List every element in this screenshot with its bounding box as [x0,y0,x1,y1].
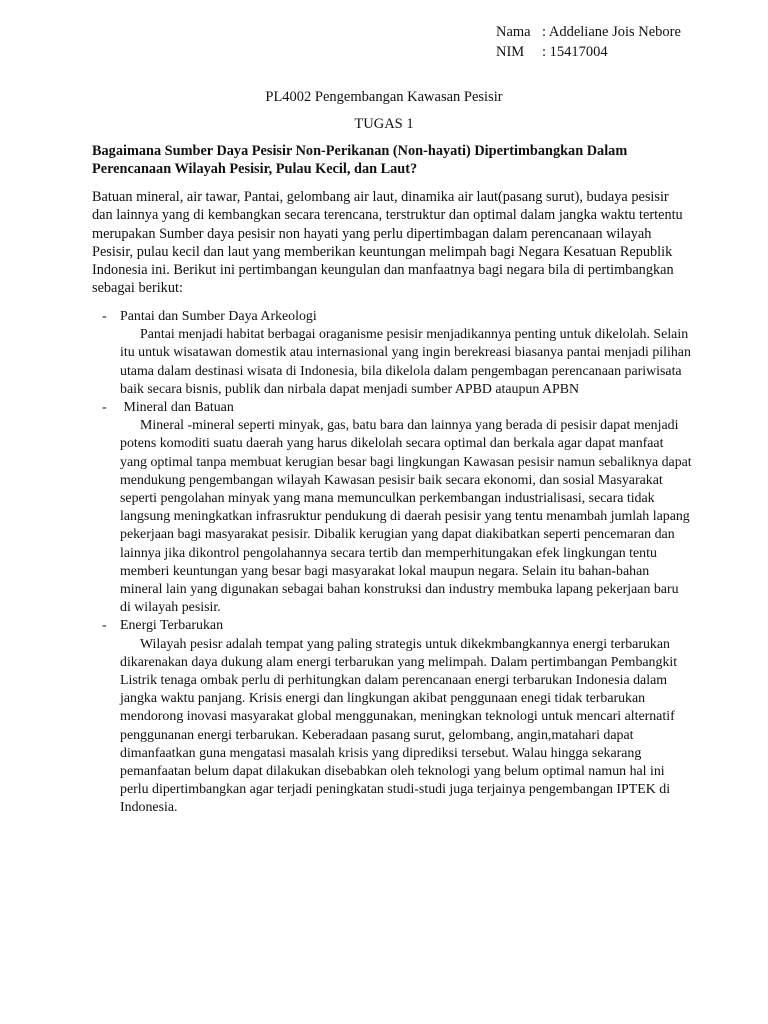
section-body: Wilayah pesisr adalah tempat yang paling strategis untuk dikekmbangkannya energi terbarukan dikarenakan daya dukung alam energi terbarukan yang melimpah. Dalam pertimbangan Pembangkit Listrik tenaga ombak perlu di perhitungkan dalam perencanaan energi terbarukan Indonesia dalam jangka waktu panjang. Krisis energi dan lingkungan akibat penggunaan enegi tidak terbarukan mendorong inovasi masyarakat global menggunakan, meningkan teknologi untuk mencari alternatif penggunanan energi terbarukan. Keberadaan pasang surut, gelombang, angin,matahari dapat dimanfaatkan guna mengatasi masalah krisis yang diprediksi tersebut. Walau hingga sekarang pemanfaatan belum dapat dilakukan disebabkan oleh teknologi yang belum optimal namun hal ini perlu dipertimbangkan agar terjadi peningkatan studi-studi juga terjainya pengembangan IPTEK di Indonesia. [120,636,678,816]
section-body: Pantai menjadi habitat berbagai oraganisme pesisir menjadikannya penting untuk dikelolah. Selain itu untuk wisatawan domestik atau internasional yang ingin berekreasi biasanya pantai menjadi pilihan utama dalam destinasi wisata di Indonesia, bila dikelola dalam pengembagan perencanaan pariwisata baik secara bisnis, publik dan nirbala dapat menjadi sumber APBD ataupun APBN [120,327,691,397]
section-header [92,308,692,326]
section-title: Mineral dan Batuan [120,400,234,416]
question-heading: Bagaimana Sumber Daya Pesisir Non-Perikanan (Non-hayati) Dipertimbangkan Dalam Perencanaan Wilayah Pesisir, Pulau Kecil, dan Laut? [92,143,628,177]
section-item [92,617,692,817]
section-item [92,308,692,399]
name-value: : Addeliane Jois Nebore [542,24,681,40]
section-header [92,617,692,635]
nim-label: NIM [496,44,525,60]
name-label: Nama [496,24,531,40]
section-title: Pantai dan Sumber Daya Arkeologi [120,309,317,324]
name-row [496,22,681,42]
section-header [92,399,692,417]
bullet-dash: - [102,309,107,324]
student-info [496,22,681,62]
bullet-dash: - [102,618,107,634]
bullet-dash: - [102,400,107,416]
nim-row [496,42,681,62]
task-title: TUGAS 1 [354,116,414,132]
section-body: Mineral -mineral seperti minyak, gas, batu bara dan lainnya yang berada di pesisir dapat menjadi potens komoditi suatu daerah yang harus dikelolah secara optimal dan berkala agar dapat manfaat yang optimal tanpa membuat kerugian besar bagi lingkungan Kawasan pesisir namun sebaliknya dapat mendukung pengembangan wilayah Kawasan pesisir baik secara ekonomi, dan sosial Masyarakat seperti pengolahan minyak yang mana memunculkan perkembangan industrialisasi, secara tidak langsung meningkatkan infrasruktur pendukung di daerah pesisir yang tentu menambah jumlah lapang pekerjaan bagi masyarakat pesisir. Dibalik kerugian yang dapat diakibatkan seperti pencemaran dan lainnya jika dikontrol pengolahannya secara tertib dan memperhitungakan efek lingkungan tentu memberi keuntungan yang besar bagi masyarakat lokal maupun negara. Selain itu bahan-bahan mineral lain yang digunakan sebagai bahan konstruksi dan industry membuka lapang pekerjaan baru di wilayah pesisir. [120,418,692,616]
intro-paragraph: Batuan mineral, air tawar, Pantai, gelombang air laut, dinamika air laut(pasang surut), budaya pesisir dan lainnya yang di kembangkan secara terencana, terstruktur dan optimal dalam jangka waktu tertentu merupakan Sumber daya pesisir non hayati yang perlu dipertimbagan dalam perencanaan wilayah Pesisir, pulau kecil dan laut yang memberikan keuntungan melimpah bagi Negara Kesatuan Republik Indonesia ini. Berikut ini pertimbangan keungulan dan manfaatnya bagi negara bila di pertimbangkan sebagai berikut: [92,189,683,297]
nim-value: : 15417004 [542,44,608,60]
section-list [92,308,692,818]
section-title: Energi Terbarukan [120,618,224,634]
course-title: PL4002 Pengembangan Kawasan Pesisir [265,89,503,105]
section-item [92,399,692,617]
